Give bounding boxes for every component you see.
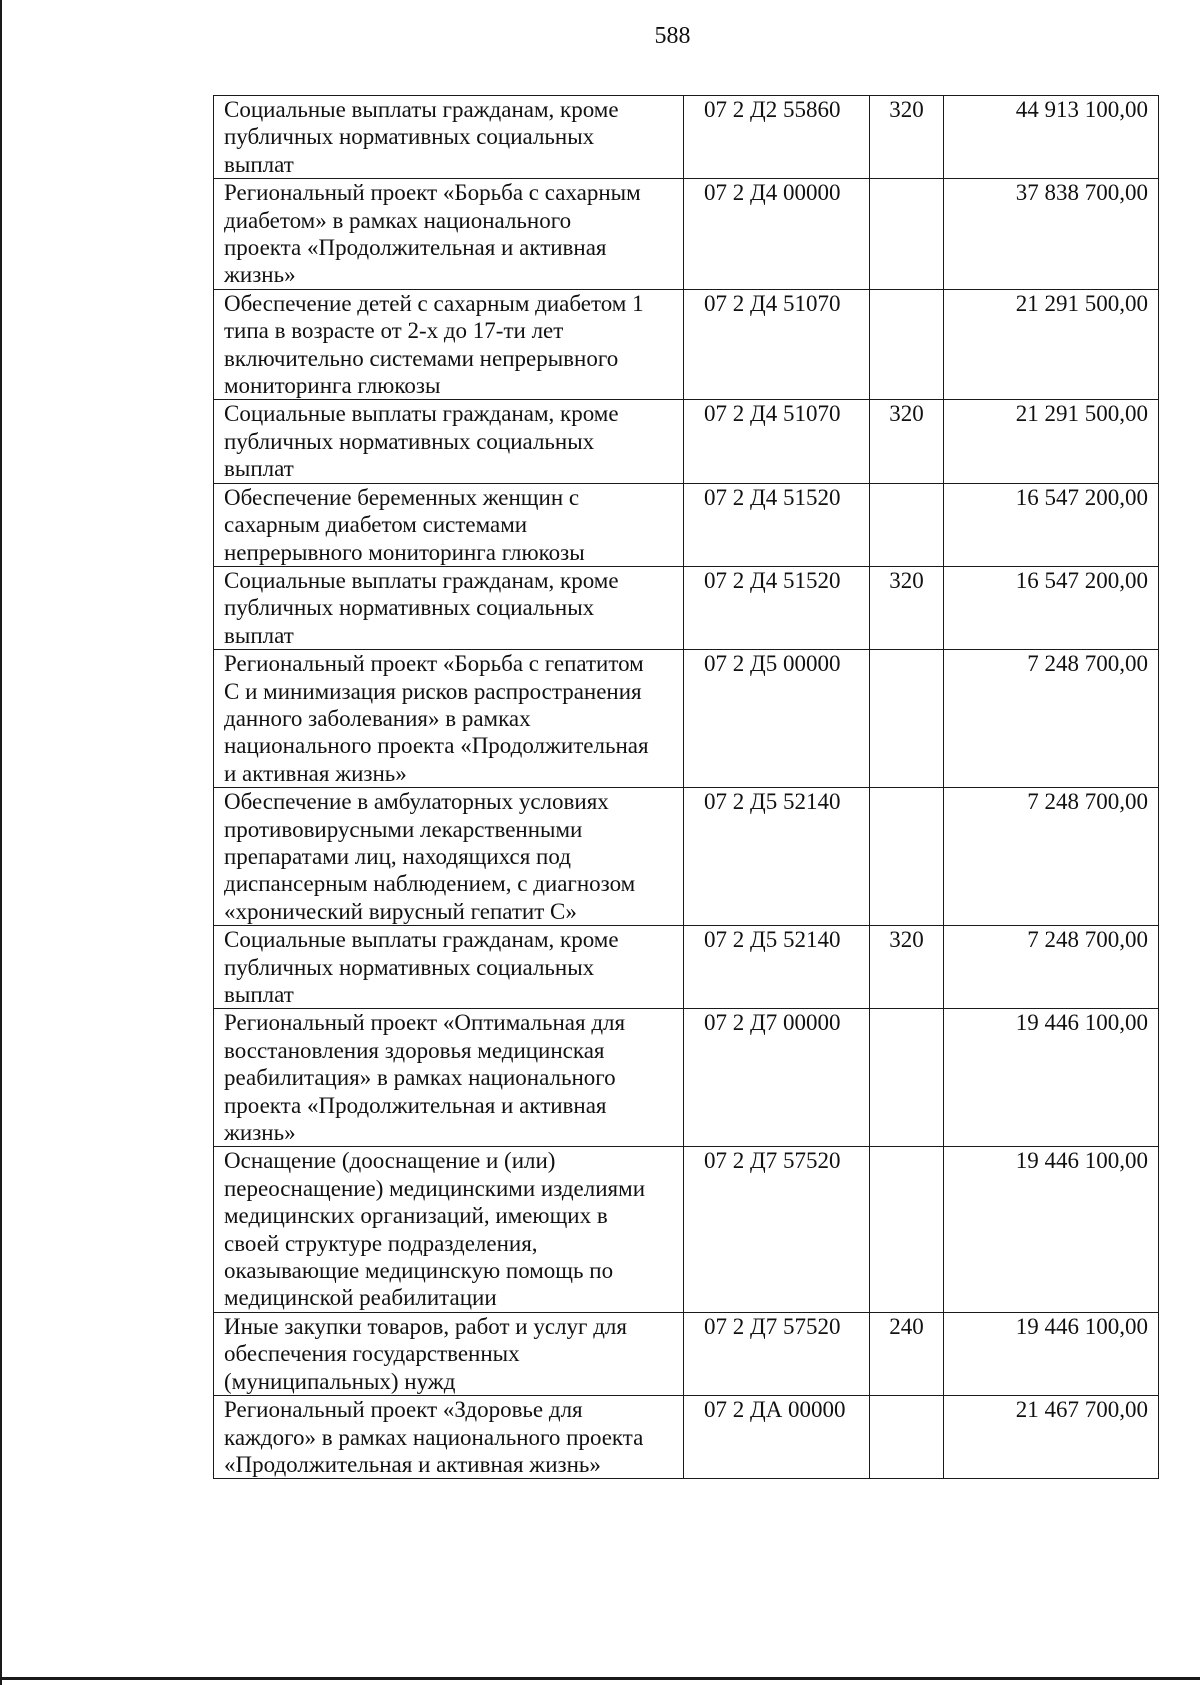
row-code-cell: 07 2 Д5 52140 xyxy=(684,788,870,926)
row-amount-cell: 16 547 200,00 xyxy=(944,566,1159,649)
table-row xyxy=(214,96,1159,179)
row-name-line: Оснащение (дооснащение и (или) xyxy=(224,1148,556,1174)
table-row xyxy=(214,566,1159,649)
row-name-line: и активная жизнь» xyxy=(224,760,407,786)
row-name-line: выплат xyxy=(224,456,294,482)
row-code-cell: 07 2 Д4 51520 xyxy=(684,566,870,649)
page-number: 588 xyxy=(654,23,691,49)
row-name-line: мониторинга глюкозы xyxy=(224,373,441,399)
row-name-line: (муниципальных) нужд xyxy=(224,1368,456,1394)
row-name-line: диабетом» в рамках национального xyxy=(224,207,572,233)
row-name-line: реабилитация» в рамках национального xyxy=(224,1065,616,1091)
row-name-cell xyxy=(214,96,684,179)
row-name-line: диспансерным наблюдением, с диагнозом xyxy=(224,871,636,897)
row-amount-cell: 21 291 500,00 xyxy=(944,289,1159,400)
table-row xyxy=(214,788,1159,926)
row-name-line: Обеспечение в амбулаторных условиях xyxy=(224,789,609,815)
row-code-cell: 07 2 Д7 57520 xyxy=(684,1147,870,1312)
row-name-line: жизнь» xyxy=(224,262,296,288)
row-amount-cell: 21 467 700,00 xyxy=(944,1396,1159,1479)
row-amount-cell: 7 248 700,00 xyxy=(944,926,1159,1009)
row-name-line: Социальные выплаты гражданам, кроме xyxy=(224,927,619,953)
row-amount-cell: 16 547 200,00 xyxy=(944,483,1159,566)
row-name-line: Региональный проект «Оптимальная для xyxy=(224,1010,626,1036)
row-expense-type-cell: 320 xyxy=(870,926,944,1009)
row-name-line: национального проекта «Продолжительная xyxy=(224,733,649,759)
row-code-cell: 07 2 Д2 55860 xyxy=(684,96,870,179)
row-name-line: оказывающие медицинскую помощь по xyxy=(224,1258,614,1284)
row-name-cell xyxy=(214,400,684,483)
table-row xyxy=(214,179,1159,290)
row-amount-cell: 44 913 100,00 xyxy=(944,96,1159,179)
row-amount-cell: 19 446 100,00 xyxy=(944,1147,1159,1312)
row-name-line: публичных нормативных социальных xyxy=(224,954,595,980)
row-name-cell xyxy=(214,650,684,788)
table-row xyxy=(214,1396,1159,1479)
row-name-line: включительно системами непрерывного xyxy=(224,345,619,371)
row-code-cell: 07 2 ДА 00000 xyxy=(684,1396,870,1479)
row-name-line: медицинских организаций, имеющих в xyxy=(224,1203,608,1229)
row-name-line: Обеспечение беременных женщин с xyxy=(224,484,580,510)
row-name-line: Социальные выплаты гражданам, кроме xyxy=(224,401,619,427)
row-expense-type-cell xyxy=(870,650,944,788)
row-name-line: Региональный проект «Борьба с сахарным xyxy=(224,180,641,206)
table-row xyxy=(214,400,1159,483)
table-row xyxy=(214,289,1159,400)
row-name-line: типа в возрасте от 2-х до 17-ти лет xyxy=(224,318,564,344)
row-name-cell xyxy=(214,788,684,926)
row-name-line: Иные закупки товаров, работ и услуг для xyxy=(224,1313,627,1339)
row-name-line: обеспечения государственных xyxy=(224,1341,520,1367)
row-amount-cell: 7 248 700,00 xyxy=(944,650,1159,788)
row-name-cell xyxy=(214,926,684,1009)
row-name-line: восстановления здоровья медицинская xyxy=(224,1037,605,1063)
row-name-line: медицинской реабилитации xyxy=(224,1285,497,1311)
row-expense-type-cell xyxy=(870,179,944,290)
row-name-cell xyxy=(214,1009,684,1147)
row-code-cell: 07 2 Д7 57520 xyxy=(684,1312,870,1395)
row-expense-type-cell xyxy=(870,788,944,926)
row-name-cell xyxy=(214,289,684,400)
row-expense-type-cell xyxy=(870,1009,944,1147)
table-row xyxy=(214,1009,1159,1147)
row-amount-cell: 37 838 700,00 xyxy=(944,179,1159,290)
row-amount-cell: 19 446 100,00 xyxy=(944,1312,1159,1395)
row-code-cell: 07 2 Д4 51520 xyxy=(684,483,870,566)
row-name-cell xyxy=(214,1147,684,1312)
row-name-line: Социальные выплаты гражданам, кроме xyxy=(224,567,619,593)
row-name-line: выплат xyxy=(224,622,294,648)
row-name-line: Региональный проект «Борьба с гепатитом xyxy=(224,651,644,677)
table-row xyxy=(214,650,1159,788)
row-name-line: С и минимизация рисков распространения xyxy=(224,678,642,704)
row-name-line: публичных нормативных социальных xyxy=(224,124,595,150)
row-name-line: выплат xyxy=(224,982,294,1007)
row-name-line: проекта «Продолжительная и активная xyxy=(224,1092,607,1118)
row-name-cell xyxy=(214,179,684,290)
row-name-line: «Продолжительная и активная жизнь» xyxy=(224,1451,601,1477)
table-row xyxy=(214,926,1159,1009)
row-expense-type-cell xyxy=(870,1147,944,1312)
table-body xyxy=(214,96,1159,1479)
table-row xyxy=(214,1147,1159,1312)
row-expense-type-cell: 320 xyxy=(870,566,944,649)
row-name-line: «хронический вирусный гепатит С» xyxy=(224,898,577,924)
row-code-cell: 07 2 Д4 51070 xyxy=(684,289,870,400)
row-code-cell: 07 2 Д5 00000 xyxy=(684,650,870,788)
budget-table xyxy=(213,95,1159,1479)
row-expense-type-cell xyxy=(870,289,944,400)
row-name-line: переоснащение) медицинскими изделиями xyxy=(224,1175,645,1201)
row-name-line: препаратами лиц, находящихся под xyxy=(224,843,571,869)
row-expense-type-cell: 240 xyxy=(870,1312,944,1395)
row-name-line: Региональный проект «Здоровье для xyxy=(224,1397,583,1423)
row-expense-type-cell xyxy=(870,483,944,566)
row-name-line: сахарным диабетом системами xyxy=(224,512,528,538)
row-amount-cell: 21 291 500,00 xyxy=(944,400,1159,483)
row-amount-cell: 19 446 100,00 xyxy=(944,1009,1159,1147)
row-amount-cell: 7 248 700,00 xyxy=(944,788,1159,926)
row-name-line: публичных нормативных социальных xyxy=(224,595,595,621)
row-name-cell xyxy=(214,566,684,649)
row-code-cell: 07 2 Д4 51070 xyxy=(684,400,870,483)
row-code-cell: 07 2 Д7 00000 xyxy=(684,1009,870,1147)
table-row xyxy=(214,1312,1159,1395)
table-row xyxy=(214,483,1159,566)
row-name-line: выплат xyxy=(224,151,294,177)
row-name-line: своей структуре подразделения, xyxy=(224,1230,538,1256)
row-name-line: непрерывного мониторинга глюкозы xyxy=(224,539,585,565)
row-name-line: данного заболевания» в рамках xyxy=(224,705,531,731)
row-code-cell: 07 2 Д5 52140 xyxy=(684,926,870,1009)
row-code-cell: 07 2 Д4 00000 xyxy=(684,179,870,290)
row-name-cell xyxy=(214,1396,684,1479)
row-name-cell xyxy=(214,1312,684,1395)
bottom-rule xyxy=(0,1677,1200,1680)
row-name-line: каждого» в рамках национального проекта xyxy=(224,1424,644,1450)
row-expense-type-cell: 320 xyxy=(870,96,944,179)
row-name-cell xyxy=(214,483,684,566)
row-name-line: проекта «Продолжительная и активная xyxy=(224,235,607,261)
row-name-line: публичных нормативных социальных xyxy=(224,428,595,454)
row-name-line: Обеспечение детей с сахарным диабетом 1 xyxy=(224,290,644,316)
row-name-line: жизнь» xyxy=(224,1120,296,1146)
row-name-line: противовирусными лекарственными xyxy=(224,816,583,842)
row-name-line: Социальные выплаты гражданам, кроме xyxy=(224,97,619,122)
row-expense-type-cell: 320 xyxy=(870,400,944,483)
row-expense-type-cell xyxy=(870,1396,944,1479)
